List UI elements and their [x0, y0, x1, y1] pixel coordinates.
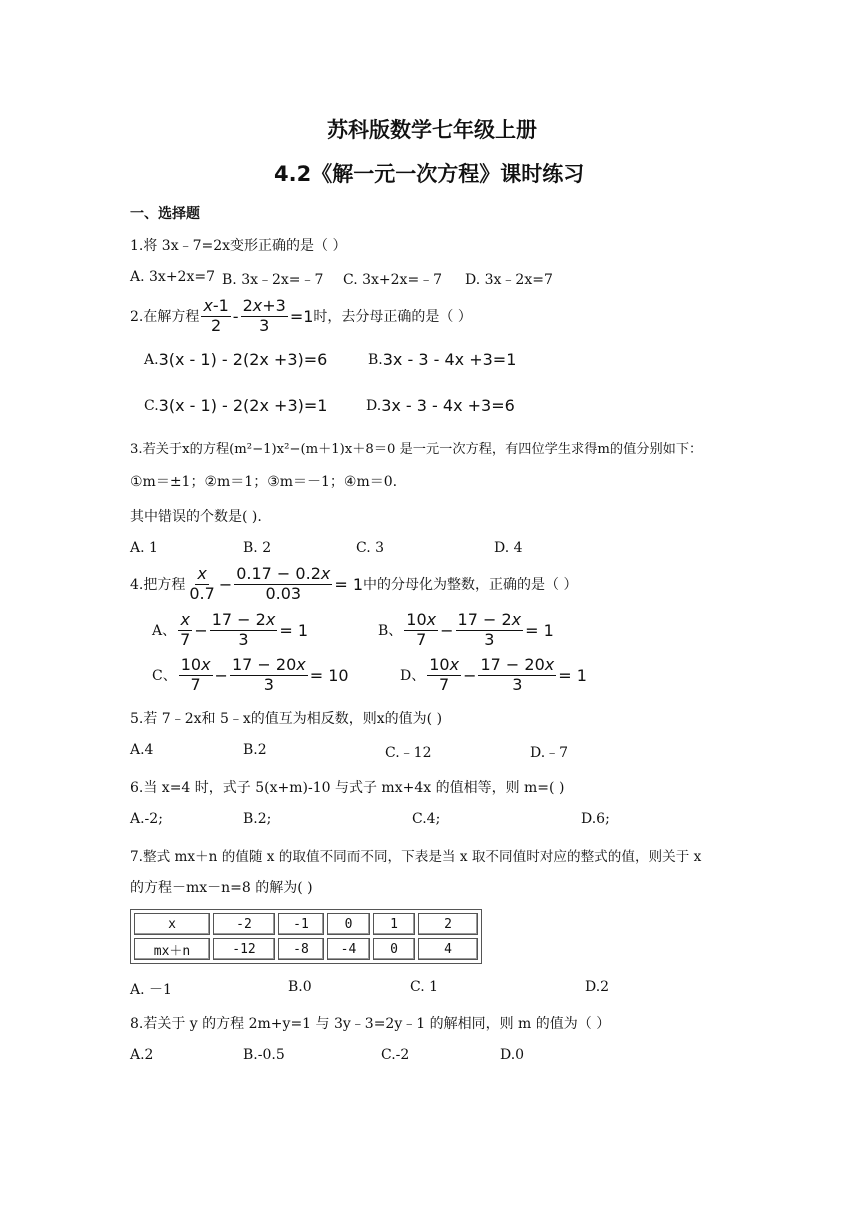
table-row	[134, 938, 478, 960]
q4-option-c-rhs: 10	[328, 665, 349, 685]
q2-option-a	[144, 350, 327, 369]
q1-option-d: D. 3x﹣2x=7	[465, 272, 553, 288]
q2-option-a-letter: A.	[144, 351, 159, 368]
q8-stem: 8.若关于 y 的方程 2m+y=1 与 3y﹣3=2y﹣1 的解相同，则 m 的值为（ ）	[130, 1016, 611, 1032]
q2-option-d	[366, 396, 515, 415]
q5-option-a: A.4	[130, 742, 154, 758]
table-cell: -2	[213, 913, 275, 935]
q6-option-b: B.2;	[243, 811, 272, 827]
q1-option-a: A. 3x+2x=7	[130, 269, 215, 285]
q2-option-b	[368, 350, 516, 369]
doc-subtitle: 4.2《解一元一次方程》课时练习	[274, 162, 585, 186]
q4-option-d-expr: $\frac{10x}{7}$ − $\frac{17 - 20x}{3}$ = 1	[429, 655, 587, 694]
q2-option-c-letter: C.	[144, 397, 159, 414]
q1-stem: 1.将 3x﹣7=2x变形正确的是（ ）	[130, 238, 347, 254]
q2-equation: $\frac{x-1}{2}$ - $\frac{2x+3}{3}$ =1	[203, 296, 314, 335]
q5-option-c: C.﹣12	[385, 745, 432, 761]
q7-option-a: A. －1	[130, 982, 172, 998]
q3-option-d: D. 4	[494, 540, 523, 556]
q2-stem	[130, 298, 472, 335]
q2-option-d-expr: 3x - 3 - 4x +3=6	[381, 396, 515, 415]
q5-option-b: B.2	[243, 742, 267, 758]
q4-option-d-letter: D、	[400, 668, 426, 685]
q7-line2: 的方程－mx－n=8 的解为( )	[130, 880, 313, 896]
q7-option-c: C. 1	[410, 979, 439, 995]
table-cell: -1	[278, 913, 324, 935]
q2-suffix: 时，去分母正确的是（ ）	[313, 309, 472, 326]
q7-option-d: D.2	[585, 979, 610, 995]
q8-option-d: D.0	[500, 1047, 525, 1063]
q4-option-b-rhs: 1	[543, 620, 554, 640]
q1-option-c: C. 3x+2x=﹣7	[343, 272, 443, 288]
q4-option-b-letter: B、	[378, 623, 403, 640]
q6-option-a: A.-2;	[130, 811, 163, 827]
q4-stem	[130, 566, 577, 603]
q6-stem: 6.当 x=4 时，式子 5(x+m)-10 与式子 mx+4x 的值相等，则 m=( )	[130, 780, 565, 796]
q4-option-b	[378, 612, 554, 649]
table-cell: 4	[418, 938, 478, 960]
section-heading: 一、选择题	[130, 206, 200, 222]
table-cell: mx＋n	[134, 938, 210, 960]
q4-option-a-letter: A、	[152, 623, 177, 640]
q2-option-b-expr: 3x - 3 - 4x +3=1	[382, 350, 517, 369]
q2-option-c	[144, 396, 327, 415]
table-row	[134, 913, 478, 935]
table-cell: 0	[373, 938, 415, 960]
q6-option-c: C.4;	[412, 811, 441, 827]
q4-option-a	[152, 612, 308, 649]
q4-option-d	[400, 657, 587, 694]
table-cell: 2	[418, 913, 478, 935]
q2-prefix: 2.在解方程	[130, 309, 200, 326]
q8-option-b: B.-0.5	[243, 1047, 285, 1063]
q2-option-a-expr: 3(x - 1) - 2(2x +3)=6	[158, 350, 328, 369]
q4-equation: $\frac{x}{0.7}$ − $\frac{0.17 - 0.2x}{0.03}$ = 1	[189, 564, 364, 603]
q3-option-c: C. 3	[356, 540, 385, 556]
q4-option-c-letter: C、	[152, 668, 177, 685]
q2-option-c-expr: 3(x - 1) - 2(2x +3)=1	[158, 396, 328, 415]
q4-prefix: 4.把方程	[130, 577, 186, 594]
q5-option-d: D.﹣7	[530, 745, 569, 761]
q3-option-b: B. 2	[243, 540, 272, 556]
q3-option-a: A. 1	[130, 540, 158, 556]
table-cell: 1	[373, 913, 415, 935]
q4-option-c-expr: $\frac{10x}{7}$ − $\frac{17 - 20x}{3}$ = 10	[180, 655, 349, 694]
table-cell: -12	[213, 938, 275, 960]
q4-option-c	[152, 657, 349, 694]
q3-line2: ①m＝±1；②m＝1；③m＝－1；④m＝0.	[130, 474, 398, 490]
q2-option-d-letter: D.	[366, 397, 382, 414]
q7-value-table	[130, 909, 482, 964]
table-cell: 0	[327, 913, 370, 935]
q5-stem: 5.若 7﹣2x和 5﹣x的值互为相反数，则x的值为( )	[130, 711, 443, 727]
q7-line1: 7.整式 mx＋n 的值随 x 的取值不同而不同，下表是当 x 取不同值时对应的整式的值，则关于 x	[130, 849, 702, 865]
q4-option-d-rhs: 1	[576, 665, 587, 685]
q4-option-b-expr: $\frac{10x}{7}$ − $\frac{17 - 2x}{3}$ = 1	[406, 610, 554, 649]
q8-option-c: C.-2	[381, 1047, 410, 1063]
q8-option-a: A.2	[130, 1047, 154, 1063]
q3-line3: 其中错误的个数是( ).	[130, 509, 262, 525]
q4-option-a-expr: $\frac{x}{7}$ − $\frac{17 - 2x}{3}$ = 1	[180, 610, 308, 649]
table-cell: -4	[327, 938, 370, 960]
table-cell: x	[134, 913, 210, 935]
q3-line1: 3.若关于x的方程(m²−1)x²−(m＋1)x＋8＝0 是一元一次方程，有四位学生求得m的值分别如下：	[130, 442, 703, 457]
table-cell: -8	[278, 938, 324, 960]
q2-option-b-letter: B.	[368, 351, 383, 368]
doc-title: 苏科版数学七年级上册	[327, 118, 537, 142]
q4-suffix: 中的分母化为整数，正确的是（ ）	[363, 577, 578, 594]
q1-option-b: B. 3x﹣2x=﹣7	[222, 272, 324, 288]
q7-option-b: B.0	[288, 979, 312, 995]
q6-option-d: D.6;	[581, 811, 610, 827]
q4-option-a-rhs: 1	[297, 620, 308, 640]
